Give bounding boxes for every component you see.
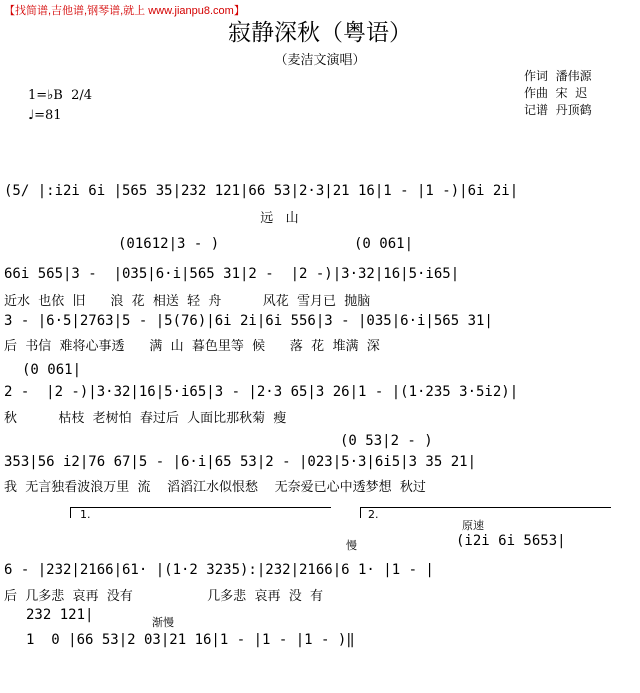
notation-upper-5: (0 53|2 - ) bbox=[340, 433, 433, 449]
notation-upper-6: (i2i 6i 5653| bbox=[456, 533, 566, 549]
tempo-slow-mark: 慢 bbox=[346, 539, 357, 552]
lyrics-line-6: 后 几多悲 哀再 没有 几多悲 哀再 没 有 bbox=[4, 589, 323, 604]
notation-line-6: 6 - |232|2166|61· |(1·2 3235):|232|2166|6 1· |1 - | bbox=[4, 562, 434, 578]
volta-1-bracket bbox=[70, 507, 331, 518]
notation-line-7: 1 0 |66 53|2 03|21 16|1 - |1 - |1 - )‖ bbox=[26, 632, 355, 648]
lyrics-line-3: 后 书信 难将心事透 满 山 暮色里等 候 落 花 堆满 深 bbox=[4, 339, 380, 354]
key-signature: 1=♭B 2/4 bbox=[28, 88, 93, 103]
lyrics-line-4: 秋 枯枝 老树怕 春过后 人面比那秋菊 瘦 bbox=[4, 411, 287, 426]
tempo-ritardando-mark: 渐慢 bbox=[152, 616, 174, 629]
lyricist-credit: 作词 潘伟源 bbox=[524, 69, 592, 83]
transcriber-credit: 记谱 丹顶鹤 bbox=[524, 103, 592, 117]
notation-line-3: 3 - |6·5|2763|5 - |5(76)|6i 2i|6i 556|3 - |035|6·i|565 31| bbox=[4, 313, 493, 329]
site-banner: 【找简谱,吉他谱,钢琴谱,就上 www.jianpu8.com】 bbox=[4, 5, 245, 17]
lyrics-line-5: 我 无言独看波浪万里 流 滔滔江水似恨愁 无奈爱已心中透梦想 秋过 bbox=[4, 480, 426, 495]
lyrics-line-2: 近水 也依 旧 浪 花 相送 轻 舟 风花 雪月已 抛脑 bbox=[4, 294, 371, 309]
notation-upper-2: (01612|3 - ) (0 061| bbox=[118, 236, 414, 252]
notation-upper-7: 232 121| bbox=[26, 607, 94, 623]
performer-subtitle: （麦洁文演唱） bbox=[274, 53, 366, 68]
song-title: 寂静深秋（粤语） bbox=[228, 20, 412, 46]
composer-credit: 作曲 宋 迟 bbox=[524, 86, 588, 100]
notation-line-2: 66i 565|3 - |035|6·i|565 31|2 - |2 -)|3·32|16|5·i65| bbox=[4, 266, 460, 282]
volta-2-label: 2. bbox=[368, 508, 379, 521]
notation-line-1: (5/ |:i2i 6i |565 35|232 121|66 53|2·3|21 16|1 - |1 -)|6i 2i| bbox=[4, 183, 519, 199]
notation-upper-4: (0 061| bbox=[22, 362, 82, 378]
volta-1-label: 1. bbox=[80, 508, 91, 521]
tempo-original-mark: 原速 bbox=[462, 519, 484, 532]
tempo-mark: ♩=81 bbox=[28, 108, 62, 123]
volta-2-bracket bbox=[360, 507, 611, 518]
notation-line-5: 353|56 i2|76 67|5 - |6·i|65 53|2 - |023|5·3|6i5|3 35 21| bbox=[4, 454, 477, 470]
lyrics-line-1: 远 山 bbox=[4, 211, 299, 226]
notation-line-4: 2 - |2 -)|3·32|16|5·i65|3 - |2·3 65|3 26|1 - |(1·235 3·5i2)| bbox=[4, 384, 519, 400]
